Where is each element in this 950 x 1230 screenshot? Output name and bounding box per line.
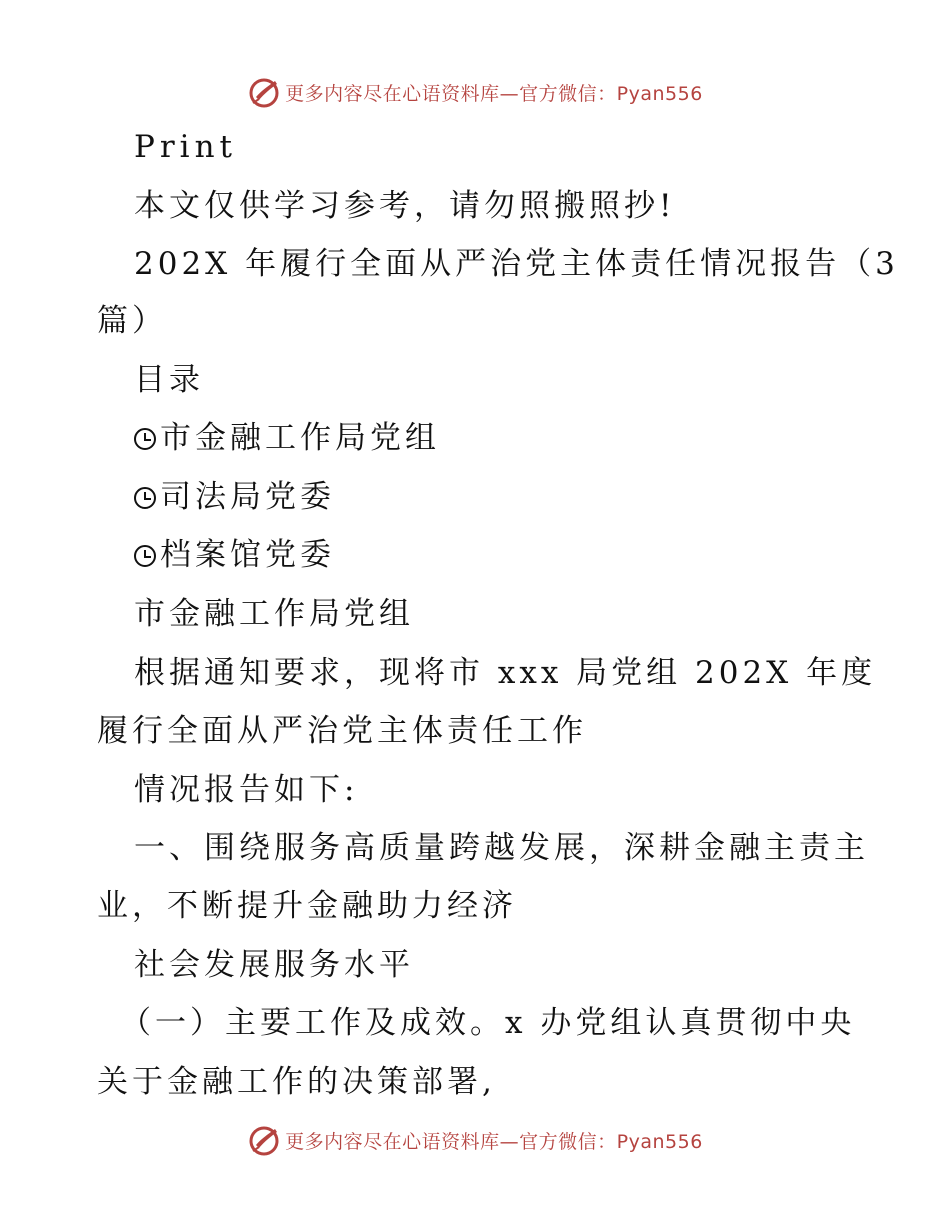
paragraph-line: 一、围绕服务高质量跨越发展，深耕金融主责主 <box>134 830 869 866</box>
toc-item-label: 市金融工作局党组 <box>160 420 440 456</box>
document-title-cont: 篇） <box>97 303 167 339</box>
clock-icon <box>134 487 156 509</box>
paragraph-line: 关于金融工作的决策部署, <box>97 1064 496 1100</box>
paragraph-line: 社会发展服务水平 <box>134 947 414 983</box>
watermark-id: Pyan556 <box>616 1130 703 1153</box>
print-label: Print <box>134 129 238 165</box>
header-watermark <box>0 72 950 112</box>
toc-item-1[interactable] <box>134 418 440 458</box>
paragraph-line: （一）主要工作及成效。x 办党组认真贯彻中央 <box>120 1005 856 1041</box>
pen-seal-logo-icon <box>247 75 281 109</box>
paragraph-line: 业，不断提升金融助力经济 <box>97 888 517 924</box>
watermark-id: Pyan556 <box>616 82 703 105</box>
watermark-text: 更多内容尽在心语资料库—官方微信： <box>285 82 617 105</box>
toc-item-label: 司法局党委 <box>160 479 335 515</box>
disclaimer-line: 本文仅供学习参考，请勿照搬照抄! <box>134 188 676 224</box>
pen-seal-logo-icon <box>247 1123 281 1157</box>
paragraph-line: 情况报告如下: <box>134 772 359 808</box>
toc-heading: 目录 <box>134 362 204 398</box>
watermark-text: 更多内容尽在心语资料库—官方微信： <box>285 1130 617 1153</box>
paragraph-line: 履行全面从严治党主体责任工作 <box>97 713 587 749</box>
toc-item-2[interactable] <box>134 477 335 517</box>
toc-item-3[interactable] <box>134 535 335 575</box>
paragraph-line: 根据通知要求，现将市 xxx 局党组 202X 年度 <box>134 655 877 691</box>
clock-icon <box>134 428 156 450</box>
section-heading: 市金融工作局党组 <box>134 596 414 632</box>
document-title: 202X 年履行全面从严治党主体责任情况报告（3 <box>134 246 899 282</box>
clock-icon <box>134 545 156 567</box>
toc-item-label: 档案馆党委 <box>160 537 335 573</box>
footer-watermark <box>0 1120 950 1160</box>
